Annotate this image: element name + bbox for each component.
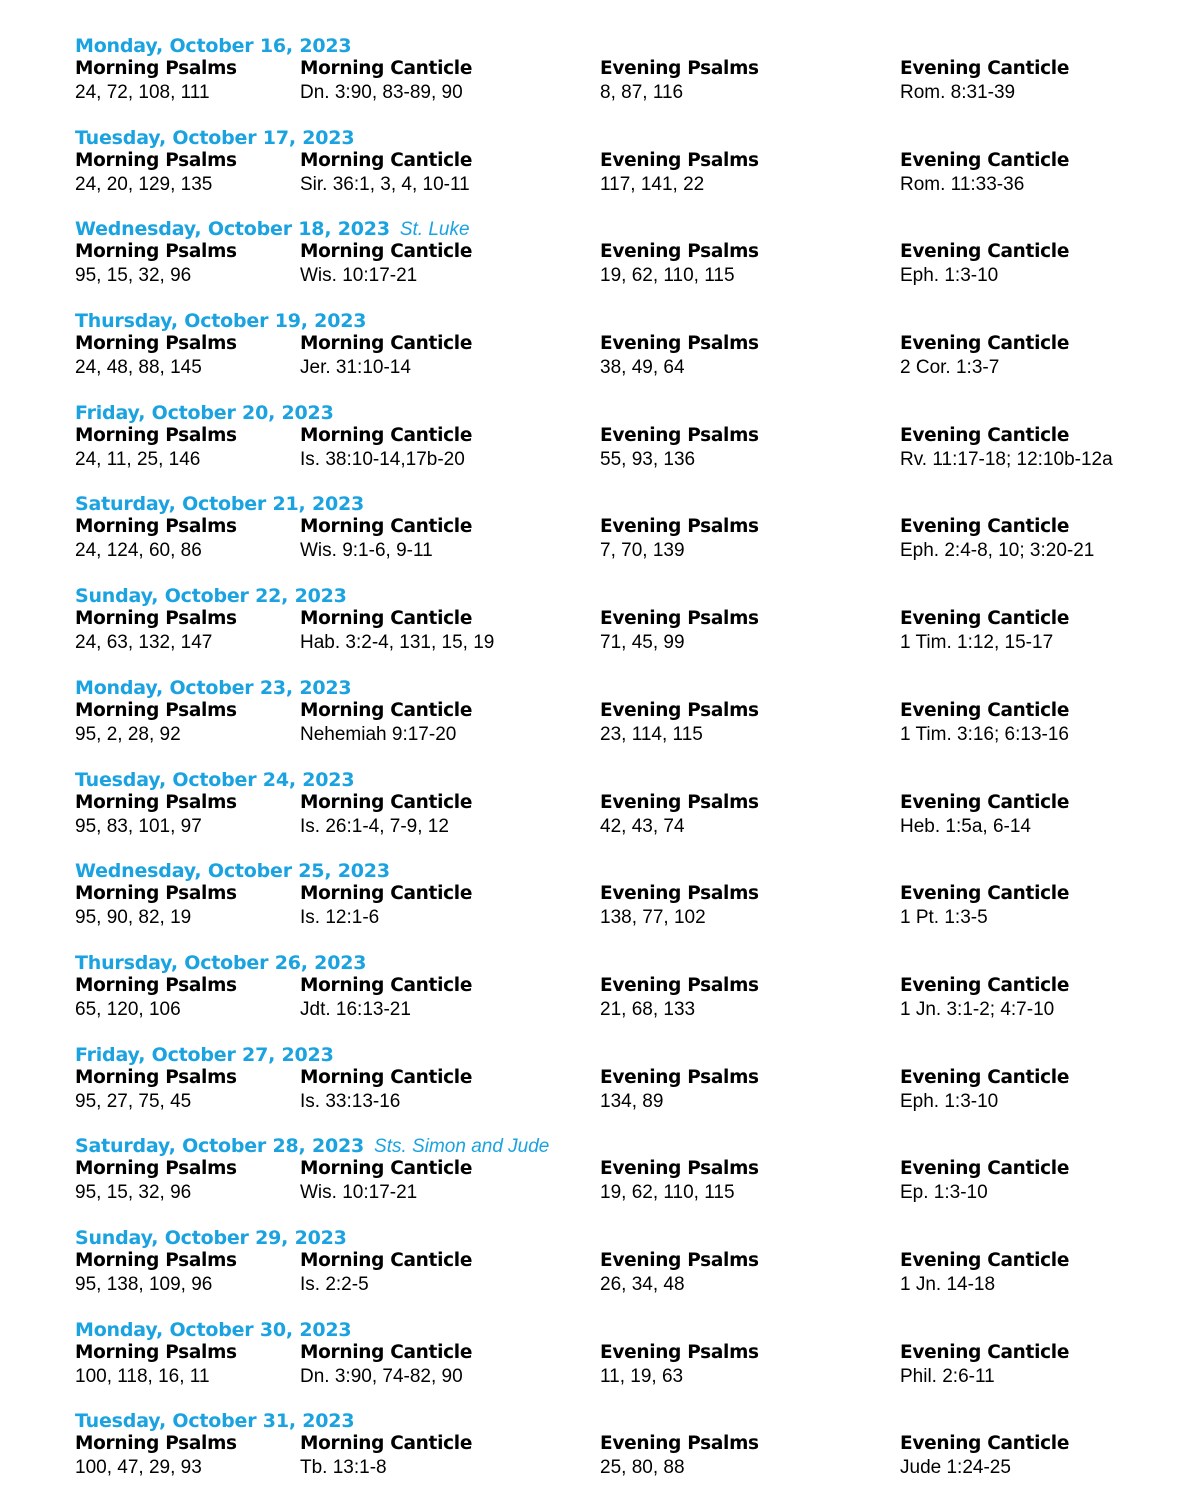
evening-canticle-column bbox=[900, 608, 1069, 655]
readings-row bbox=[75, 1433, 1185, 1483]
evening-canticle-header: Evening Canticle bbox=[900, 516, 1070, 538]
morning-canticle-header: Morning Canticle bbox=[300, 516, 473, 538]
evening-canticle-value: 1 Jn. 14-18 bbox=[900, 1273, 996, 1295]
morning-canticle-column bbox=[300, 516, 472, 563]
evening-canticle-column bbox=[900, 1342, 1069, 1389]
evening-canticle-header: Evening Canticle bbox=[900, 974, 1070, 996]
morning-psalms-header: Morning Psalms bbox=[75, 1433, 237, 1455]
morning-canticle-header: Morning Canticle bbox=[300, 241, 473, 263]
evening-psalms-value: 42, 43, 74 bbox=[600, 815, 685, 837]
evening-canticle-column bbox=[900, 241, 1069, 288]
day-entry bbox=[75, 34, 1185, 126]
date-line bbox=[75, 859, 1185, 883]
evening-psalms-column bbox=[600, 1067, 759, 1114]
evening-psalms-header: Evening Psalms bbox=[600, 883, 759, 905]
evening-psalms-value: 26, 34, 48 bbox=[600, 1273, 685, 1295]
evening-psalms-column bbox=[600, 516, 759, 563]
morning-canticle-column bbox=[300, 1067, 472, 1114]
evening-psalms-column bbox=[600, 792, 759, 839]
evening-canticle-header: Evening Canticle bbox=[900, 699, 1070, 721]
psalter-schedule bbox=[75, 34, 1185, 1501]
morning-canticle-header: Morning Canticle bbox=[300, 1158, 473, 1180]
date-heading: Saturday, October 28, 2023 bbox=[75, 1135, 365, 1158]
morning-canticle-value: Tb. 13:1-8 bbox=[300, 1457, 387, 1479]
morning-canticle-header: Morning Canticle bbox=[300, 974, 473, 996]
morning-psalms-value: 24, 63, 132, 147 bbox=[75, 632, 213, 654]
date-heading: Saturday, October 21, 2023 bbox=[75, 493, 365, 516]
evening-canticle-header: Evening Canticle bbox=[900, 424, 1070, 446]
readings-row bbox=[75, 1342, 1185, 1392]
evening-psalms-header: Evening Psalms bbox=[600, 1249, 759, 1271]
morning-psalms-value: 24, 11, 25, 146 bbox=[75, 448, 201, 470]
date-heading: Thursday, October 19, 2023 bbox=[75, 310, 367, 333]
evening-psalms-column bbox=[600, 58, 759, 105]
date-line bbox=[75, 1043, 1185, 1067]
morning-canticle-header: Morning Canticle bbox=[300, 608, 473, 630]
date-line bbox=[75, 676, 1185, 700]
morning-canticle-column bbox=[300, 1250, 472, 1297]
date-line bbox=[75, 768, 1185, 792]
morning-canticle-header: Morning Canticle bbox=[300, 883, 473, 905]
evening-psalms-header: Evening Psalms bbox=[600, 58, 759, 79]
date-heading: Friday, October 27, 2023 bbox=[75, 1043, 334, 1066]
evening-canticle-value: Rom. 8:31-39 bbox=[900, 82, 1016, 103]
evening-canticle-value: Ep. 1:3-10 bbox=[900, 1182, 988, 1204]
morning-canticle-value: Is. 33:13-16 bbox=[300, 1090, 401, 1112]
evening-psalms-value: 38, 49, 64 bbox=[600, 357, 685, 379]
evening-psalms-header: Evening Psalms bbox=[600, 149, 759, 171]
readings-row bbox=[75, 1158, 1185, 1208]
readings-row bbox=[75, 516, 1185, 566]
morning-psalms-column bbox=[75, 700, 237, 747]
evening-canticle-value: Heb. 1:5a, 6-14 bbox=[900, 815, 1031, 837]
morning-canticle-column bbox=[300, 150, 472, 197]
evening-psalms-header: Evening Psalms bbox=[600, 699, 759, 721]
date-heading: Sunday, October 22, 2023 bbox=[75, 585, 347, 608]
evening-psalms-column bbox=[600, 1342, 759, 1389]
morning-canticle-header: Morning Canticle bbox=[300, 1341, 473, 1363]
morning-psalms-header: Morning Psalms bbox=[75, 791, 237, 813]
day-entry bbox=[75, 1226, 1185, 1318]
morning-canticle-value: Is. 26:1-4, 7-9, 12 bbox=[300, 815, 449, 837]
day-entry bbox=[75, 768, 1185, 860]
morning-psalms-column bbox=[75, 1250, 237, 1297]
day-entry bbox=[75, 676, 1185, 768]
morning-psalms-header: Morning Psalms bbox=[75, 516, 237, 538]
morning-canticle-column bbox=[300, 58, 472, 105]
morning-psalms-value: 95, 83, 101, 97 bbox=[75, 815, 202, 837]
morning-psalms-header: Morning Psalms bbox=[75, 1249, 237, 1271]
evening-canticle-value: 1 Pt. 1:3-5 bbox=[900, 907, 988, 929]
readings-row bbox=[75, 975, 1185, 1025]
morning-psalms-value: 95, 15, 32, 96 bbox=[75, 1182, 192, 1204]
evening-psalms-value: 138, 77, 102 bbox=[600, 907, 706, 929]
evening-canticle-header: Evening Canticle bbox=[900, 791, 1070, 813]
evening-canticle-header: Evening Canticle bbox=[900, 58, 1070, 79]
morning-canticle-value: Jdt. 16:13-21 bbox=[300, 998, 411, 1020]
morning-psalms-header: Morning Psalms bbox=[75, 424, 237, 446]
date-heading: Monday, October 30, 2023 bbox=[75, 1318, 352, 1341]
morning-canticle-column bbox=[300, 425, 472, 472]
day-entry bbox=[75, 126, 1185, 218]
evening-canticle-header: Evening Canticle bbox=[900, 149, 1070, 171]
morning-canticle-value: Dn. 3:90, 83-89, 90 bbox=[300, 82, 463, 103]
morning-psalms-header: Morning Psalms bbox=[75, 58, 237, 79]
morning-psalms-header: Morning Psalms bbox=[75, 608, 237, 630]
morning-psalms-column bbox=[75, 883, 237, 930]
date-heading: Wednesday, October 18, 2023 bbox=[75, 218, 390, 241]
date-heading: Monday, October 16, 2023 bbox=[75, 35, 352, 57]
date-line bbox=[75, 34, 1185, 58]
morning-psalms-value: 24, 124, 60, 86 bbox=[75, 540, 202, 562]
morning-canticle-header: Morning Canticle bbox=[300, 699, 473, 721]
date-line bbox=[75, 951, 1185, 975]
morning-canticle-value: Is. 12:1-6 bbox=[300, 907, 380, 929]
day-entry bbox=[75, 401, 1185, 493]
evening-psalms-value: 71, 45, 99 bbox=[600, 632, 685, 654]
morning-canticle-header: Morning Canticle bbox=[300, 791, 473, 813]
day-entry bbox=[75, 584, 1185, 676]
morning-psalms-value: 95, 138, 109, 96 bbox=[75, 1273, 213, 1295]
day-entry bbox=[75, 217, 1185, 309]
evening-psalms-header: Evening Psalms bbox=[600, 516, 759, 538]
morning-canticle-value: Jer. 31:10-14 bbox=[300, 357, 411, 379]
evening-canticle-column bbox=[900, 883, 1069, 930]
morning-psalms-header: Morning Psalms bbox=[75, 1158, 237, 1180]
date-line bbox=[75, 1409, 1185, 1433]
readings-row bbox=[75, 1067, 1185, 1117]
morning-canticle-column bbox=[300, 1433, 472, 1480]
day-entry bbox=[75, 1134, 1185, 1226]
evening-psalms-column bbox=[600, 150, 759, 197]
evening-canticle-value: Eph. 1:3-10 bbox=[900, 1090, 999, 1112]
morning-psalms-column bbox=[75, 516, 237, 563]
morning-psalms-column bbox=[75, 425, 237, 472]
evening-psalms-column bbox=[600, 975, 759, 1022]
date-heading: Sunday, October 29, 2023 bbox=[75, 1226, 347, 1249]
morning-canticle-value: Wis. 10:17-21 bbox=[300, 265, 418, 287]
readings-row bbox=[75, 58, 1185, 108]
day-entry bbox=[75, 1043, 1185, 1135]
readings-row bbox=[75, 1250, 1185, 1300]
readings-row bbox=[75, 150, 1185, 200]
evening-canticle-header: Evening Canticle bbox=[900, 608, 1070, 630]
date-heading: Thursday, October 26, 2023 bbox=[75, 951, 367, 974]
date-heading: Wednesday, October 25, 2023 bbox=[75, 860, 390, 883]
morning-psalms-value: 95, 27, 75, 45 bbox=[75, 1090, 192, 1112]
evening-psalms-header: Evening Psalms bbox=[600, 333, 759, 355]
evening-psalms-value: 19, 62, 110, 115 bbox=[600, 265, 735, 287]
evening-psalms-column bbox=[600, 241, 759, 288]
morning-psalms-header: Morning Psalms bbox=[75, 974, 237, 996]
evening-psalms-value: 117, 141, 22 bbox=[600, 173, 705, 195]
morning-psalms-header: Morning Psalms bbox=[75, 333, 237, 355]
morning-canticle-header: Morning Canticle bbox=[300, 149, 473, 171]
morning-psalms-value: 65, 120, 106 bbox=[75, 998, 181, 1020]
date-line bbox=[75, 492, 1185, 516]
evening-canticle-column bbox=[900, 792, 1069, 839]
evening-canticle-column bbox=[900, 150, 1069, 197]
evening-canticle-header: Evening Canticle bbox=[900, 1066, 1070, 1088]
evening-canticle-column bbox=[900, 975, 1069, 1022]
evening-canticle-header: Evening Canticle bbox=[900, 1433, 1070, 1455]
morning-psalms-value: 95, 90, 82, 19 bbox=[75, 907, 192, 929]
evening-psalms-column bbox=[600, 700, 759, 747]
morning-canticle-value: Hab. 3:2-4, 131, 15, 19 bbox=[300, 632, 495, 654]
morning-psalms-column bbox=[75, 975, 237, 1022]
date-line bbox=[75, 584, 1185, 608]
evening-psalms-header: Evening Psalms bbox=[600, 1433, 759, 1455]
date-heading: Monday, October 23, 2023 bbox=[75, 676, 352, 699]
evening-canticle-column bbox=[900, 1250, 1069, 1297]
evening-canticle-column bbox=[900, 1158, 1069, 1205]
date-line bbox=[75, 401, 1185, 425]
evening-canticle-column bbox=[900, 58, 1069, 105]
morning-canticle-value: Wis. 9:1-6, 9-11 bbox=[300, 540, 433, 562]
evening-canticle-column bbox=[900, 1433, 1069, 1480]
morning-canticle-header: Morning Canticle bbox=[300, 1249, 473, 1271]
morning-psalms-value: 24, 20, 129, 135 bbox=[75, 173, 213, 195]
morning-canticle-header: Morning Canticle bbox=[300, 1066, 473, 1088]
morning-canticle-value: Dn. 3:90, 74-82, 90 bbox=[300, 1365, 463, 1387]
evening-canticle-value: Jude 1:24-25 bbox=[900, 1457, 1011, 1479]
evening-psalms-header: Evening Psalms bbox=[600, 1066, 759, 1088]
evening-psalms-header: Evening Psalms bbox=[600, 424, 759, 446]
evening-psalms-value: 7, 70, 139 bbox=[600, 540, 685, 562]
day-entry bbox=[75, 951, 1185, 1043]
evening-psalms-column bbox=[600, 1158, 759, 1205]
evening-canticle-value: 1 Jn. 3:1-2; 4:7-10 bbox=[900, 998, 1055, 1020]
morning-psalms-column bbox=[75, 1158, 237, 1205]
morning-canticle-column bbox=[300, 333, 472, 380]
evening-canticle-header: Evening Canticle bbox=[900, 241, 1070, 263]
morning-canticle-value: Wis. 10:17-21 bbox=[300, 1182, 418, 1204]
evening-canticle-value: Rom. 11:33-36 bbox=[900, 173, 1025, 195]
readings-row bbox=[75, 425, 1185, 475]
evening-psalms-header: Evening Psalms bbox=[600, 1158, 759, 1180]
evening-psalms-value: 19, 62, 110, 115 bbox=[600, 1182, 735, 1204]
evening-psalms-value: 23, 114, 115 bbox=[600, 723, 703, 745]
evening-canticle-header: Evening Canticle bbox=[900, 333, 1070, 355]
evening-psalms-column bbox=[600, 1433, 759, 1480]
morning-canticle-value: Sir. 36:1, 3, 4, 10-11 bbox=[300, 173, 470, 195]
evening-canticle-column bbox=[900, 700, 1069, 747]
date-line bbox=[75, 126, 1185, 150]
evening-canticle-value: 1 Tim. 1:12, 15-17 bbox=[900, 632, 1054, 654]
evening-canticle-column bbox=[900, 425, 1113, 472]
morning-psalms-column bbox=[75, 1067, 237, 1114]
evening-psalms-column bbox=[600, 425, 759, 472]
morning-canticle-header: Morning Canticle bbox=[300, 424, 473, 446]
evening-psalms-value: 8, 87, 116 bbox=[600, 82, 684, 103]
morning-psalms-column bbox=[75, 58, 237, 105]
day-entry bbox=[75, 492, 1185, 584]
readings-row bbox=[75, 333, 1185, 383]
date-line bbox=[75, 1226, 1185, 1250]
morning-canticle-header: Morning Canticle bbox=[300, 1433, 473, 1455]
evening-psalms-column bbox=[600, 1250, 759, 1297]
evening-canticle-value: 1 Tim. 3:16; 6:13-16 bbox=[900, 723, 1069, 745]
date-heading: Tuesday, October 17, 2023 bbox=[75, 126, 355, 149]
morning-psalms-column bbox=[75, 333, 237, 380]
readings-row bbox=[75, 792, 1185, 842]
readings-row bbox=[75, 608, 1185, 658]
evening-canticle-header: Evening Canticle bbox=[900, 1249, 1070, 1271]
morning-psalms-column bbox=[75, 1342, 237, 1389]
date-line bbox=[75, 217, 1185, 241]
morning-psalms-column bbox=[75, 241, 237, 288]
morning-psalms-header: Morning Psalms bbox=[75, 1066, 237, 1088]
evening-canticle-value: Eph. 1:3-10 bbox=[900, 265, 999, 287]
evening-psalms-header: Evening Psalms bbox=[600, 791, 759, 813]
evening-canticle-value: Phil. 2:6-11 bbox=[900, 1365, 995, 1387]
day-entry bbox=[75, 309, 1185, 401]
morning-canticle-header: Morning Canticle bbox=[300, 58, 473, 79]
date-line bbox=[75, 309, 1185, 333]
morning-psalms-value: 95, 2, 28, 92 bbox=[75, 723, 181, 745]
morning-canticle-value: Nehemiah 9:17-20 bbox=[300, 723, 457, 745]
evening-psalms-header: Evening Psalms bbox=[600, 1341, 759, 1363]
evening-psalms-value: 11, 19, 63 bbox=[600, 1365, 684, 1387]
morning-psalms-value: 95, 15, 32, 96 bbox=[75, 265, 192, 287]
readings-row bbox=[75, 241, 1185, 291]
morning-psalms-value: 24, 72, 108, 111 bbox=[75, 82, 210, 103]
morning-canticle-column bbox=[300, 883, 472, 930]
evening-psalms-column bbox=[600, 608, 759, 655]
morning-canticle-column bbox=[300, 975, 472, 1022]
date-heading: Tuesday, October 24, 2023 bbox=[75, 768, 355, 791]
readings-row bbox=[75, 883, 1185, 933]
morning-canticle-column bbox=[300, 241, 472, 288]
morning-psalms-column bbox=[75, 792, 237, 839]
morning-canticle-value: Is. 38:10-14,17b-20 bbox=[300, 448, 465, 470]
morning-psalms-value: 100, 47, 29, 93 bbox=[75, 1457, 202, 1479]
evening-psalms-header: Evening Psalms bbox=[600, 241, 759, 263]
morning-canticle-column bbox=[300, 608, 494, 655]
morning-canticle-column bbox=[300, 1158, 472, 1205]
morning-psalms-header: Morning Psalms bbox=[75, 699, 237, 721]
morning-psalms-value: 24, 48, 88, 145 bbox=[75, 357, 202, 379]
morning-canticle-value: Is. 2:2-5 bbox=[300, 1273, 369, 1295]
morning-psalms-header: Morning Psalms bbox=[75, 149, 237, 171]
evening-psalms-column bbox=[600, 883, 759, 930]
morning-psalms-column bbox=[75, 608, 237, 655]
evening-psalms-value: 134, 89 bbox=[600, 1090, 664, 1112]
evening-psalms-value: 21, 68, 133 bbox=[600, 998, 696, 1020]
day-entry bbox=[75, 1409, 1185, 1501]
date-line bbox=[75, 1318, 1185, 1342]
evening-canticle-value: Rv. 11:17-18; 12:10b-12a bbox=[900, 448, 1113, 470]
evening-canticle-value: Eph. 2:4-8, 10; 3:20-21 bbox=[900, 540, 1095, 562]
morning-psalms-header: Morning Psalms bbox=[75, 241, 237, 263]
morning-psalms-column bbox=[75, 1433, 237, 1480]
morning-psalms-value: 100, 118, 16, 11 bbox=[75, 1365, 210, 1387]
evening-psalms-header: Evening Psalms bbox=[600, 974, 759, 996]
morning-canticle-column bbox=[300, 700, 472, 747]
day-entry bbox=[75, 859, 1185, 951]
date-line bbox=[75, 1134, 1185, 1158]
day-entry bbox=[75, 1318, 1185, 1410]
evening-canticle-column bbox=[900, 1067, 1069, 1114]
morning-psalms-header: Morning Psalms bbox=[75, 883, 237, 905]
evening-canticle-header: Evening Canticle bbox=[900, 1341, 1070, 1363]
evening-canticle-value: 2 Cor. 1:3-7 bbox=[900, 357, 1000, 379]
evening-psalms-column bbox=[600, 333, 759, 380]
morning-canticle-header: Morning Canticle bbox=[300, 333, 473, 355]
date-heading: Tuesday, October 31, 2023 bbox=[75, 1410, 355, 1433]
morning-psalms-header: Morning Psalms bbox=[75, 1341, 237, 1363]
evening-psalms-value: 25, 80, 88 bbox=[600, 1457, 685, 1479]
evening-psalms-value: 55, 93, 136 bbox=[600, 448, 696, 470]
evening-psalms-header: Evening Psalms bbox=[600, 608, 759, 630]
morning-canticle-column bbox=[300, 792, 472, 839]
feast-name: Sts. Simon and Jude bbox=[374, 1136, 550, 1158]
readings-row bbox=[75, 700, 1185, 750]
evening-canticle-column bbox=[900, 516, 1094, 563]
morning-psalms-column bbox=[75, 150, 237, 197]
morning-canticle-column bbox=[300, 1342, 472, 1389]
evening-canticle-column bbox=[900, 333, 1069, 380]
evening-canticle-header: Evening Canticle bbox=[900, 883, 1070, 905]
feast-name: St. Luke bbox=[399, 219, 470, 241]
date-heading: Friday, October 20, 2023 bbox=[75, 401, 334, 424]
evening-canticle-header: Evening Canticle bbox=[900, 1158, 1070, 1180]
